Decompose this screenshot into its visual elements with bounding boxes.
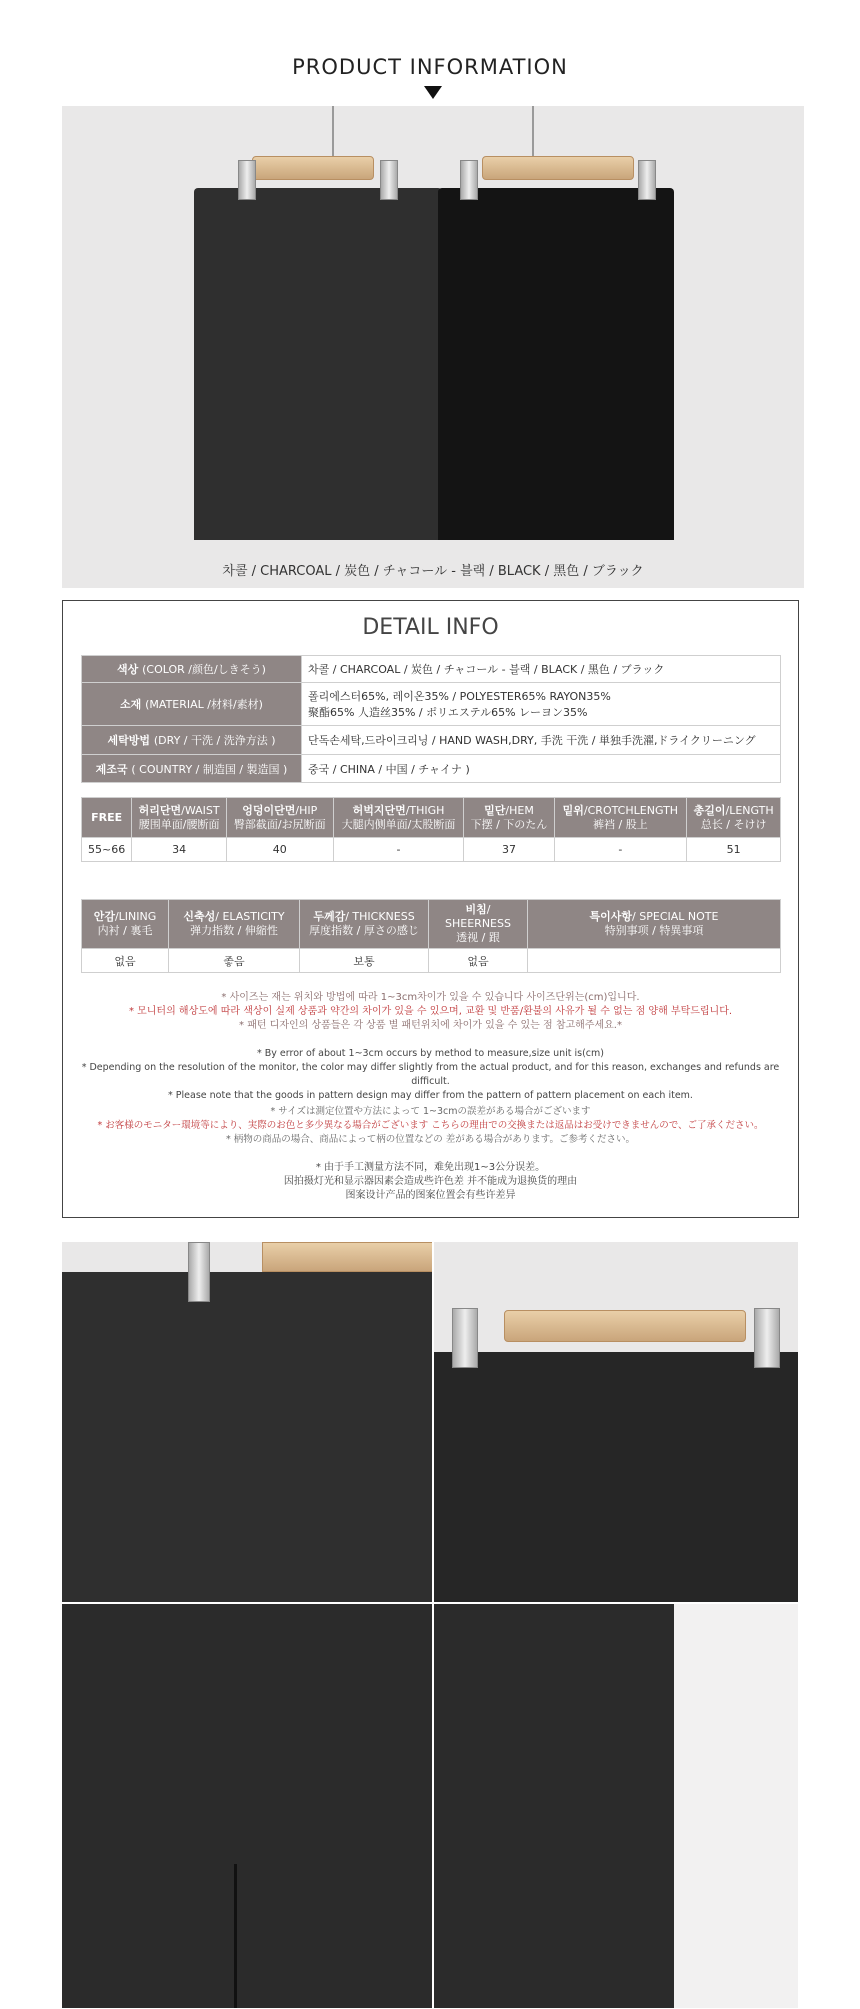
detail-photo-slit: [62, 1604, 432, 2008]
spec-label: 제조국 ( COUNTRY / 制造国 / 製造国 ): [82, 755, 302, 783]
spec-row: [82, 755, 781, 783]
size-cell: -: [333, 838, 464, 862]
size-header: 엉덩이단면/HIP 臀部截面/お尻断面: [226, 798, 333, 838]
feature-header: 비침/ SHEERNESS 透视 / 跟: [429, 900, 528, 949]
hanger-clip: [638, 160, 656, 200]
size-cell: -: [554, 838, 687, 862]
detail-info-panel: [62, 600, 799, 1218]
detail-photo-waist-right: [434, 1242, 798, 1602]
spec-row: [82, 683, 781, 726]
feature-header: 특이사항/ SPECIAL NOTE 特别事项 / 特異事項: [528, 900, 781, 949]
size-cell: 34: [132, 838, 227, 862]
hanger-clip: [238, 160, 256, 200]
feature-header: 신축성/ ELASTICITY 弹力指数 / 伸縮性: [169, 900, 300, 949]
hanger-clip: [460, 160, 478, 200]
spec-value: 단독손세탁,드라이크리닝 / HAND WASH,DRY, 手洗 干洗 / 単独手洗濯,ドライクリーニング: [302, 726, 781, 755]
detail-photo-waist-left: [62, 1242, 432, 1602]
hanger-clip: [452, 1308, 478, 1368]
size-header-row: [82, 798, 781, 838]
spec-label: 색상 (COLOR /颜色/しきそう): [82, 656, 302, 683]
feature-cell: 좋음: [169, 949, 300, 973]
spec-label: 세탁방법 (DRY / 干洗 / 洗浄方法 ): [82, 726, 302, 755]
feature-cell: 없음: [429, 949, 528, 973]
hanger-wire: [332, 106, 334, 158]
hanger-clip: [188, 1242, 210, 1302]
size-cell: 40: [226, 838, 333, 862]
spec-value: 중국 / CHINA / 中国 / チャイナ ): [302, 755, 781, 783]
color-caption: 차콜 / CHARCOAL / 炭色 / チャコール - 블랙 / BLACK / 黑色 / ブラック: [222, 564, 644, 579]
feature-header: 두께감/ THICKNESS 厚度指数 / 厚さの感じ: [300, 900, 429, 949]
size-header: 밑위/CROTCHLENGTH 裤裆 / 股上: [554, 798, 687, 838]
spec-row: [82, 656, 781, 683]
size-cell: 51: [687, 838, 781, 862]
spec-label: 소재 (MATERIAL /材料/素材): [82, 683, 302, 726]
notes-chinese: * 由于手工测量方法不同，难免出现1~3公分误差。 因拍摄灯光和显示器因素会造成些许色差 并不能成为退换货的理由 图案设计产品的图案位置会有些许差异: [283, 1162, 578, 1201]
size-data-row: [82, 838, 781, 862]
down-arrow-icon: [424, 86, 442, 99]
hanger-wire: [532, 106, 534, 158]
hanger-clip: [380, 160, 398, 200]
hanger-clip: [754, 1308, 780, 1368]
hanger: [252, 156, 374, 180]
charcoal-skirt: [194, 188, 442, 540]
size-table: [81, 797, 781, 862]
black-skirt: [438, 188, 674, 540]
size-header: FREE: [82, 798, 132, 838]
hanger: [482, 156, 634, 180]
feature-table: [81, 899, 781, 973]
feature-cell: 보통: [300, 949, 429, 973]
spec-table: [81, 655, 781, 783]
size-header: 허리단면/WAIST 腰围单面/腰断面: [132, 798, 227, 838]
hero-product-photo: [62, 106, 804, 588]
feature-header: 안감/LINING 内衬 / 裏毛: [82, 900, 169, 949]
section-title: PRODUCT INFORMATION: [292, 55, 568, 79]
size-cell: 55~66: [82, 838, 132, 862]
size-cell: 37: [464, 838, 554, 862]
feature-data-row: [82, 949, 781, 973]
feature-header-row: [82, 900, 781, 949]
feature-cell: [528, 949, 781, 973]
detail-photo-hem: [434, 1604, 798, 2008]
notes-english: * By error of about 1~3cm occurs by method to measure,size unit is(cm) * Depending on the resolution of the monitor, the color may differ slightly from the actual product, and for this reason, exchanges and refunds are difficult. * Please note that the goods in pattern design may differ from the pattern of pattern placement on each item.: [81, 1048, 780, 1101]
feature-cell: 없음: [82, 949, 169, 973]
spec-row: [82, 726, 781, 755]
detail-info-title: DETAIL INFO: [362, 615, 499, 640]
hanger: [504, 1310, 746, 1342]
notes-korean: * 사이즈는 재는 위치와 방법에 따라 1~3cm차이가 있을 수 있습니다 사이즈단위는(cm)입니다. * 모니터의 해상도에 따라 색상이 실제 상품과 약간의 차이가 있을 수 있으며, 교환 및 반품/환불의 사유가 될 수 없는 점 양해 부탁드립니다. * 패턴 디자인의 상품들은 각 상품 별 패턴위치에 차이가 있을 수 있는 점 참고해주세요.*: [128, 992, 733, 1031]
size-header: 밑단/HEM 下摆 / 下のたん: [464, 798, 554, 838]
hanger: [262, 1242, 432, 1272]
notes-japanese: * サイズは測定位置や方法によって 1~3cmの誤差がある場合がございます * お客様のモニター環境等により、実際のお色と多少異なる場合がございます こちらの理由での交換または返品はお受けできませんので、ご了承ください。 * 柄物の商品の場合、商品によって柄の位置などの 差がある場合があります。ご参考ください。: [97, 1106, 764, 1145]
size-header: 총길이/LENGTH 总长 / そけけ: [687, 798, 781, 838]
spec-value: 폴리에스터65%, 레이온35% / POLYESTER65% RAYON35% 聚酯65% 人造丝35% / ポリエステル65% レーヨン35%: [302, 683, 781, 726]
spec-value: 차콜 / CHARCOAL / 炭色 / チャコール - 블랙 / BLACK / 黑色 / ブラック: [302, 656, 781, 683]
size-header: 허벅지단면/THIGH 大腿内侧单面/太股断面: [333, 798, 464, 838]
